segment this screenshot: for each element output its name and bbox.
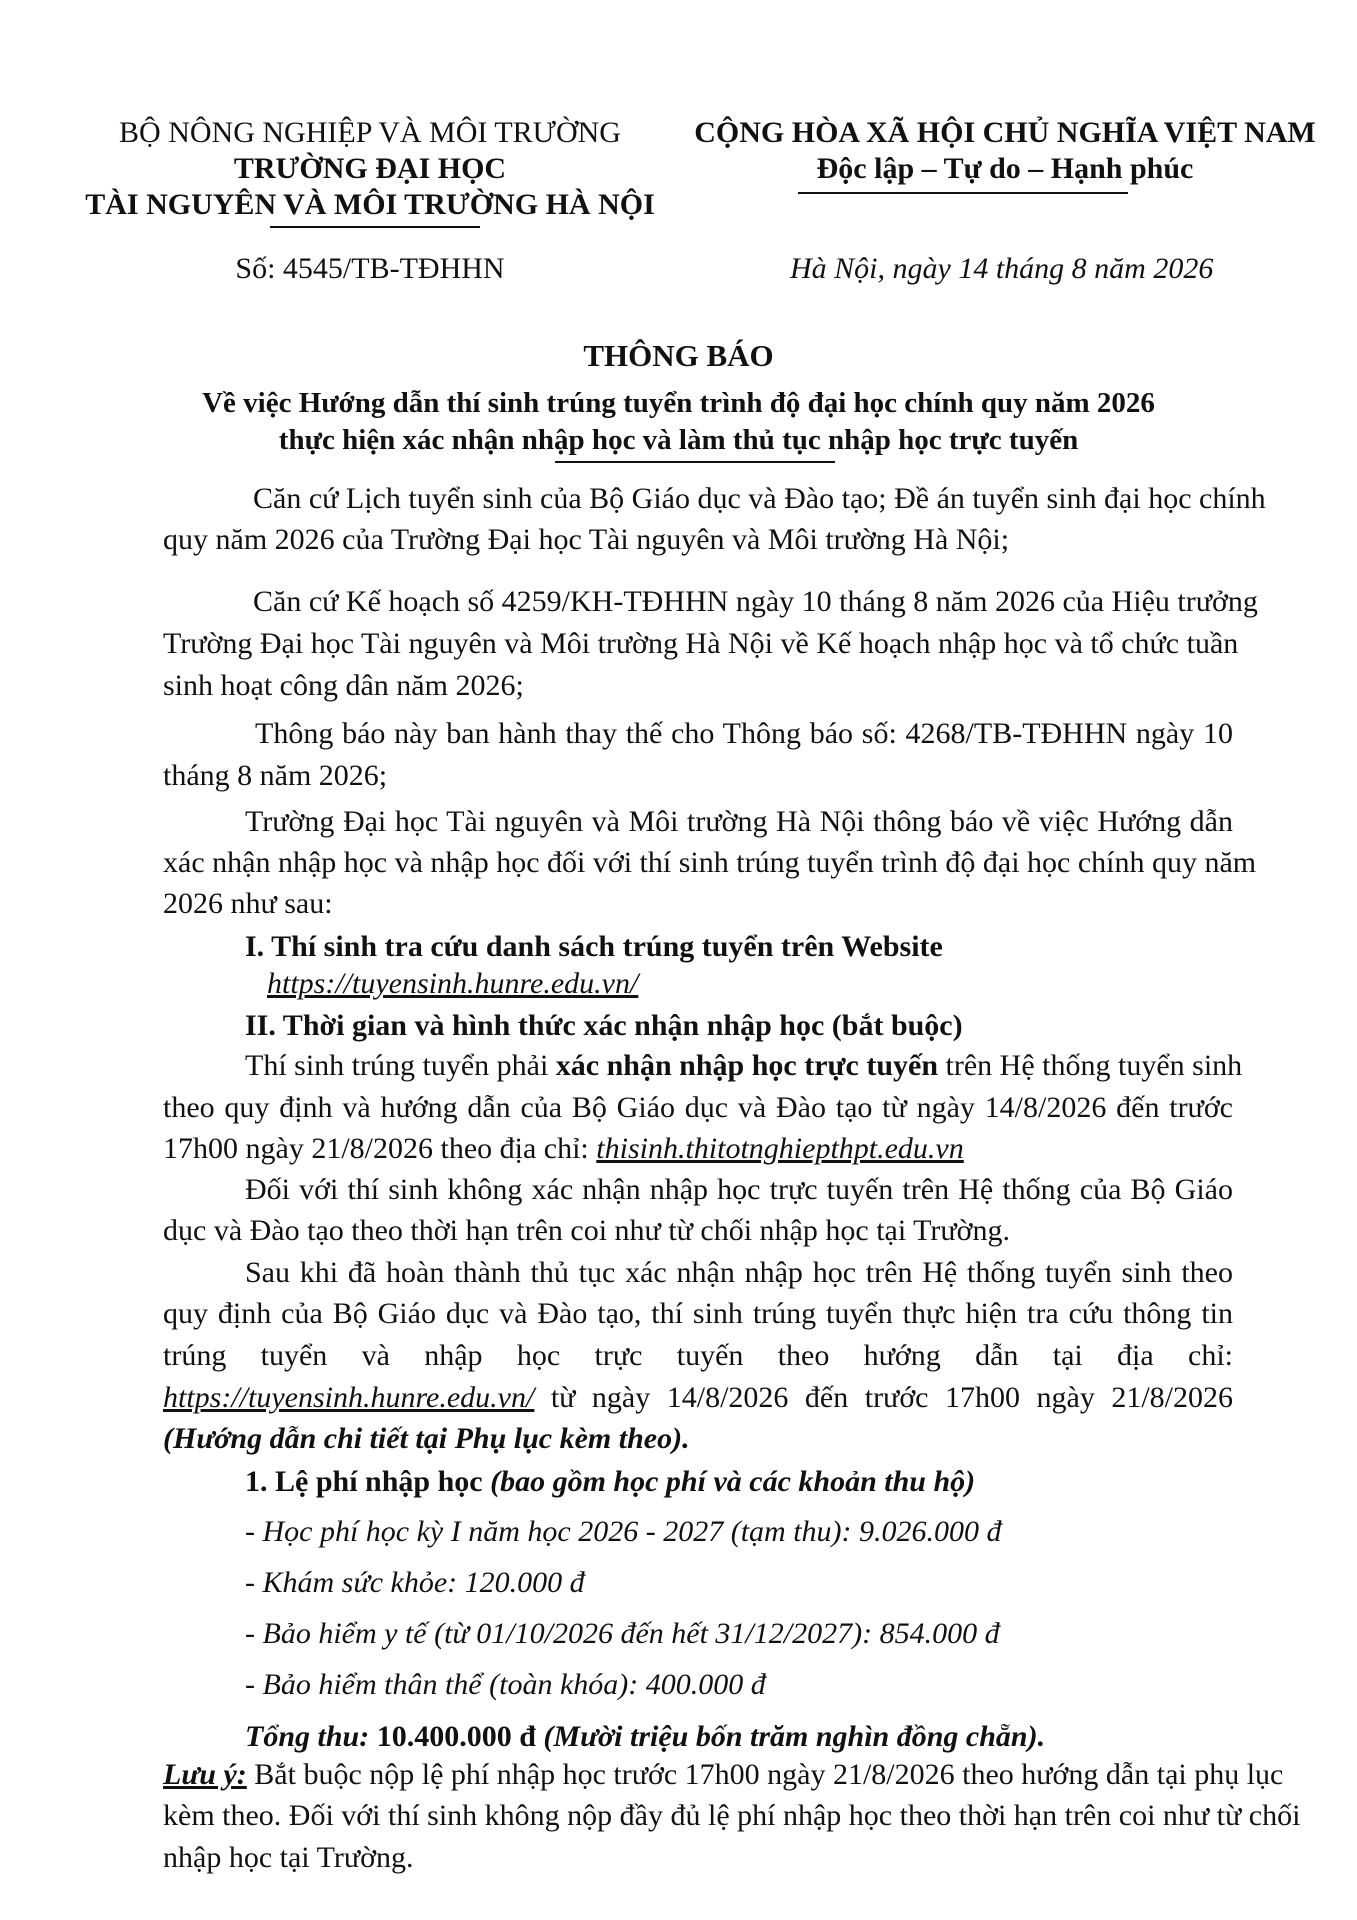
fee-item-accident-insurance: - Bảo hiểm thân thể (toàn khóa): 400.000 đ [245, 1668, 766, 1701]
text-span: Bắt buộc nộp lệ phí nhập học trước 17h00 ngày 21/8/2026 theo hướng dẫn tại phụ lục [246, 1758, 1284, 1791]
section-2-paragraph-2-line-1: Đối với thí sinh không xác nhận nhập học trực tuyến trên Hệ thống của Bộ Giáo [245, 1173, 1233, 1206]
section-2-paragraph-2-line-2: dục và Đào tạo theo thời hạn trên coi như từ chối nhập học tại Trường. [163, 1214, 1011, 1247]
paragraph-4-line-3: 2026 như sau: [163, 887, 333, 920]
note-label: Lưu ý: [163, 1758, 247, 1791]
country-name: CỘNG HÒA XÃ HỘI CHỦ NGHĨA VIỆT NAM [694, 116, 1316, 149]
section-2-heading: II. Thời gian và hình thức xác nhận nhập học (bắt buộc) [245, 1009, 963, 1042]
section-1-heading: I. Thí sinh tra cứu danh sách trúng tuyển trên Website [245, 930, 943, 963]
school-name-line1: TRƯỜNG ĐẠI HỌC [233, 152, 507, 185]
paragraph-4-line-1: Trường Đại học Tài nguyên và Môi trường Hà Nội thông báo về việc Hướng dẫn [245, 805, 1233, 838]
note-line-1 [163, 1757, 1284, 1793]
appendix-reference: (Hướng dẫn chi tiết tại Phụ lục kèm theo). [163, 1422, 690, 1455]
section-2-paragraph-1-line-3 [163, 1131, 964, 1167]
document-subtitle-line1: Về việc Hướng dẫn thí sinh trúng tuyển trình độ đại học chính quy năm 2026 [202, 387, 1155, 419]
admission-portal-link[interactable]: https://tuyensinh.hunre.edu.vn/ [163, 1381, 535, 1414]
issue-date: Hà Nội, ngày 14 tháng 8 năm 2026 [790, 252, 1214, 285]
title-rule [555, 461, 835, 463]
section-1-website-link[interactable]: https://tuyensinh.hunre.edu.vn/ [267, 967, 639, 1000]
header-right-rule [798, 192, 1128, 194]
text-span: 17h00 ngày 21/8/2026 theo địa chỉ: [163, 1132, 597, 1165]
school-name-line2: TÀI NGUYÊN VÀ MÔI TRƯỜNG HÀ NỘI [85, 188, 655, 221]
fee-item-health-insurance: - Bảo hiểm y tế (từ 01/10/2026 đến hết 31/12/2027): 854.000 đ [245, 1617, 1000, 1650]
fee-heading-bold: 1. Lệ phí nhập học [245, 1465, 491, 1498]
bold-span: xác nhận nhập học trực tuyến [555, 1049, 939, 1082]
paragraph-2-line-3: sinh hoạt công dân năm 2026; [163, 669, 524, 702]
section-2-paragraph-3-line-3: trúng tuyển và nhập học trực tuyến theo hướng dẫn tại địa chỉ: [163, 1339, 1233, 1372]
fee-total [245, 1719, 1045, 1755]
paragraph-3-line-2: tháng 8 năm 2026; [163, 759, 388, 792]
section-2-paragraph-1-line-2: theo quy định và hướng dẫn của Bộ Giáo dục và Đào tạo từ ngày 14/8/2026 đến trước [163, 1091, 1233, 1124]
national-motto: Độc lập – Tự do – Hạnh phúc [816, 152, 1194, 185]
paragraph-3-line-1: Thông báo này ban hành thay thế cho Thông báo số: 4268/TB-TĐHHN ngày 10 [255, 717, 1233, 750]
note-line-3: nhập học tại Trường. [163, 1841, 414, 1874]
fee-item-tuition: - Học phí học kỳ I năm học 2026 - 2027 (tạm thu): 9.026.000 đ [245, 1515, 1002, 1548]
document-title: THÔNG BÁO [583, 338, 774, 373]
section-2-paragraph-3-line-2: quy định của Bộ Giáo dục và Đào tạo, thí sinh trúng tuyển thực hiện tra cứu thông tin [163, 1297, 1233, 1330]
paragraph-1-line-1: Căn cứ Lịch tuyển sinh của Bộ Giáo dục và Đào tạo; Đề án tuyển sinh đại học chính [253, 482, 1266, 515]
total-value: 10.400.000 đ [369, 1720, 544, 1753]
fee-item-health-check: - Khám sức khỏe: 120.000 đ [245, 1566, 585, 1599]
section-2-paragraph-3-line-1: Sau khi đã hoàn thành thủ tục xác nhận nhập học trên Hệ thống tuyển sinh theo [245, 1256, 1233, 1289]
text-span: từ ngày 14/8/2026 đến trước 17h00 ngày 21/8/2026 [534, 1381, 1233, 1414]
exam-system-link[interactable]: thisinh.thitotnghiepthpt.edu.vn [596, 1132, 964, 1165]
section-2-paragraph-3-line-4 [163, 1380, 1233, 1416]
total-in-words: (Mười triệu bốn trăm nghìn đồng chẵn). [543, 1720, 1046, 1753]
paragraph-2-line-2: Trường Đại học Tài nguyên và Môi trường Hà Nội về Kế hoạch nhập học và tổ chức tuần [163, 627, 1239, 660]
total-label: Tổng thu: [245, 1720, 370, 1753]
paragraph-4-line-2: xác nhận nhập học và nhập học đối với thí sinh trúng tuyển trình độ đại học chính quy năm [163, 846, 1257, 879]
fee-heading [245, 1464, 975, 1500]
document-number: Số: 4545/TB-TĐHHN [235, 252, 505, 285]
text-span: trên Hệ thống tuyển sinh [938, 1049, 1243, 1082]
document-subtitle-line2: thực hiện xác nhận nhập học và làm thủ tục nhập học trực tuyến [278, 424, 1079, 456]
paragraph-2-line-1: Căn cứ Kế hoạch số 4259/KH-TĐHHN ngày 10 tháng 8 năm 2026 của Hiệu trưởng [253, 585, 1258, 618]
ministry-name: BỘ NÔNG NGHIỆP VÀ MÔI TRƯỜNG [119, 116, 621, 149]
fee-heading-italic: (bao gồm học phí và các khoản thu hộ) [490, 1465, 976, 1498]
paragraph-1-line-2: quy năm 2026 của Trường Đại học Tài nguyên và Môi trường Hà Nội; [163, 523, 1010, 556]
note-line-2: kèm theo. Đối với thí sinh không nộp đầy đủ lệ phí nhập học theo thời hạn trên coi như từ chối [163, 1799, 1301, 1832]
header-left-rule [270, 226, 480, 228]
section-2-paragraph-1-line-1 [245, 1048, 1242, 1084]
text-span: Thí sinh trúng tuyển phải [245, 1049, 556, 1082]
